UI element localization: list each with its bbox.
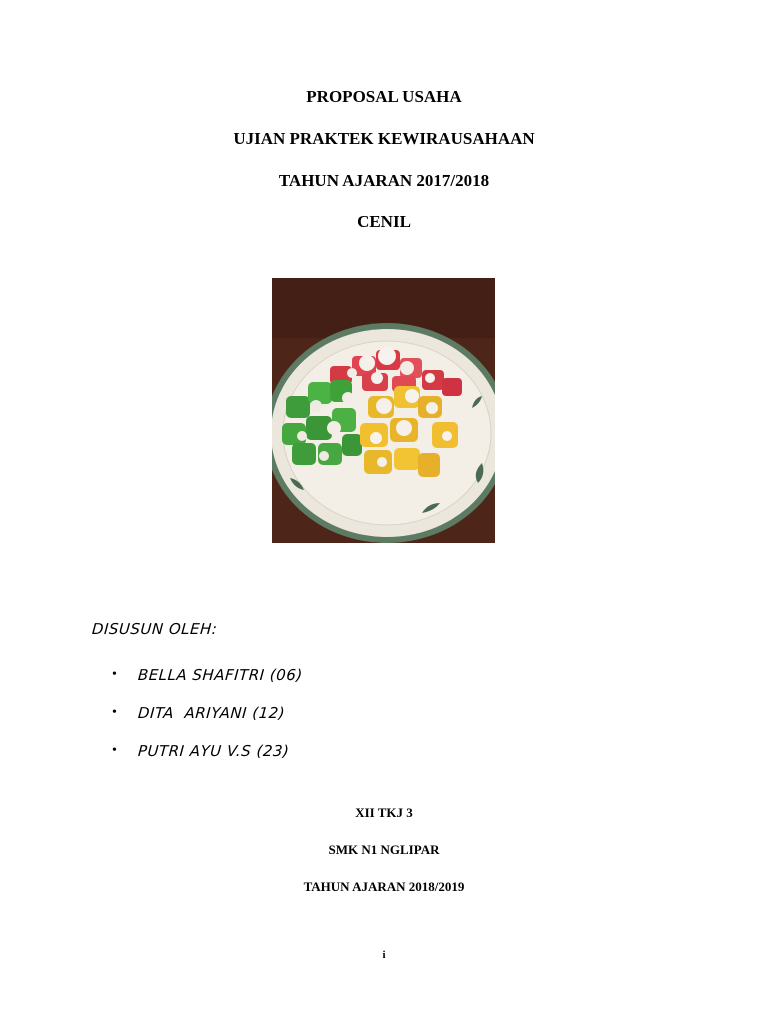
document-title: PROPOSAL USAHA bbox=[306, 87, 462, 106]
author-name: BELLA SHAFITRI (06) bbox=[137, 666, 304, 684]
list-item bbox=[112, 732, 303, 770]
school-name: SMK N1 NGLIPAR bbox=[328, 842, 440, 857]
author-name: PUTRI AYU V.S (23) bbox=[137, 742, 291, 760]
bullet-icon: • bbox=[112, 705, 117, 720]
page-number: i bbox=[382, 949, 386, 961]
product-name: CENIL bbox=[357, 212, 411, 231]
academic-year: TAHUN AJARAN 2018/2019 bbox=[303, 879, 465, 894]
bullet-icon: • bbox=[112, 667, 117, 682]
academic-year-title: TAHUN AJARAN 2017/2018 bbox=[278, 171, 490, 190]
list-item bbox=[112, 656, 303, 694]
list-item bbox=[112, 694, 303, 732]
bullet-icon: • bbox=[112, 743, 117, 758]
authors-heading: DISUSUN OLEH: bbox=[91, 620, 219, 638]
exam-title: UJIAN PRAKTEK KEWIRAUSAHAAN bbox=[233, 129, 535, 148]
author-name: DITA ARIYANI (12) bbox=[137, 704, 286, 722]
author-list bbox=[112, 656, 303, 770]
class-name: XII TKJ 3 bbox=[355, 805, 413, 820]
cenil-photo bbox=[272, 278, 495, 543]
